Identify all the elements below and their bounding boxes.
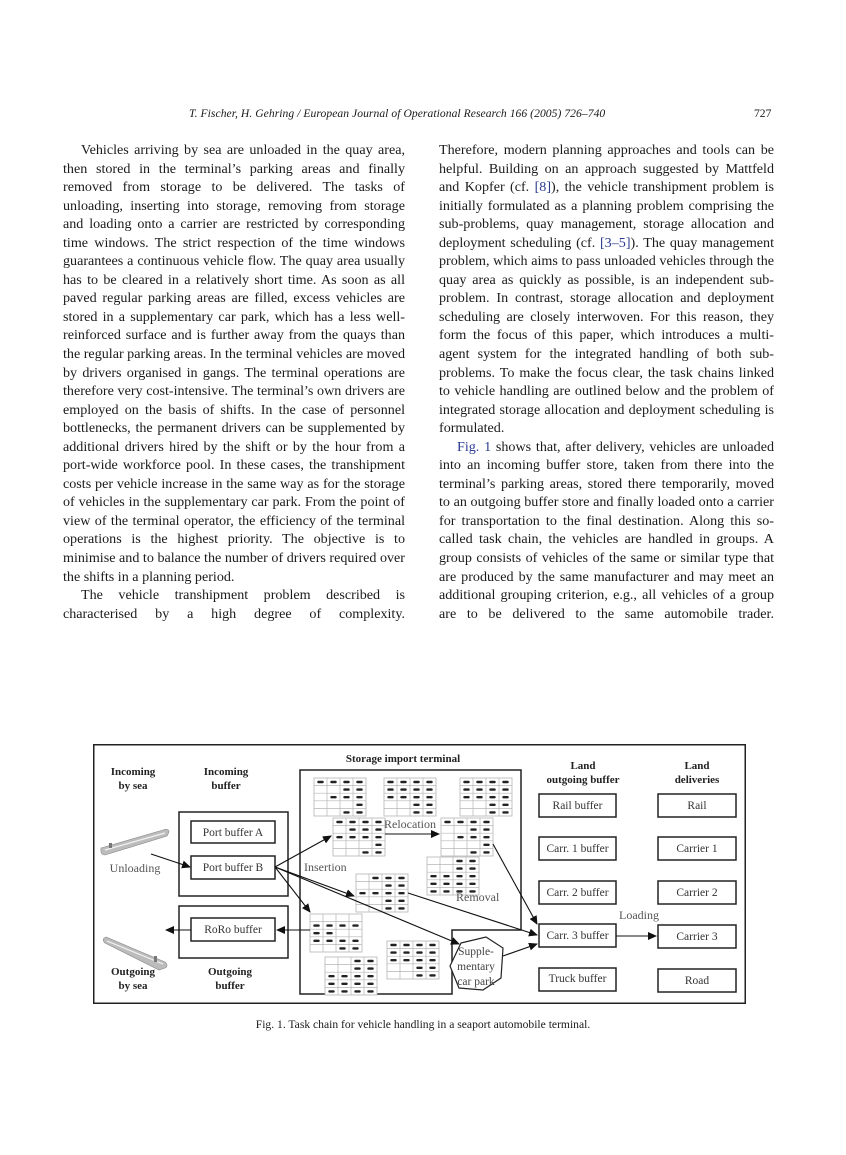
svg-text:Carrier 3: Carrier 3 [676, 931, 718, 943]
svg-text:Rail: Rail [687, 800, 707, 812]
running-head [0, 107, 846, 123]
text-run: shows that, after delivery, vehicles are unloaded into an incoming buffer store, taken from there into the terminal’s parking areas, stored there temporarily, moved to an outgoing buffer store and finally loaded onto a carrier for transportation to the final destination. Along this so-called task chain, the vehicles are handled in groups. A group consists of vehicles of the same or similar type that are produced by the same manufacturer and may meet an additional grouping criterion, e.g., all vehicles of a group are to be delivered to the same automobile trader. [439, 438, 774, 622]
svg-text:by sea: by sea [118, 780, 148, 792]
figure-caption: Fig. 1. Task chain for vehicle handling in a seaport automobile terminal. [255, 1018, 591, 1031]
paragraph [439, 438, 774, 623]
svg-text:Supple-: Supple- [458, 946, 494, 958]
svg-text:buffer: buffer [211, 780, 241, 792]
text-run: ), the vehicle transhipment problem is initially formulated as a planning problem comprising the sub-problems, quay management, storage allocation and deployment scheduling (cf. [439, 179, 775, 251]
figure-link-fig1[interactable]: Fig. 1 [457, 438, 492, 455]
svg-text:Carrier 1: Carrier 1 [676, 843, 718, 855]
svg-text:Road: Road [684, 975, 710, 987]
figure-task-chain [93, 744, 746, 1004]
svg-text:Carr. 2 buffer: Carr. 2 buffer [546, 887, 609, 899]
heading-land-outgoing-buffer: Land [570, 760, 596, 772]
svg-text:outgoing buffer: outgoing buffer [546, 774, 620, 786]
svg-text:Truck buffer: Truck buffer [548, 973, 607, 985]
svg-text:Port buffer A: Port buffer A [202, 827, 264, 839]
heading-outgoing-by-sea: Outgoing [110, 966, 156, 978]
heading-outgoing-buffer: Outgoing [207, 966, 253, 978]
label-unloading: Unloading [109, 861, 161, 875]
label-removal: Removal [456, 890, 500, 904]
paragraph: Vehicles arriving by sea are unloaded in the quay area, then stored in the terminal’s parking areas and finally removed from storage to be delivered. The tasks of unloading, inserting into storage, removing from storage and loading onto a carrier are restricted by corresponding time windows. The strict respection of the time windows guarantees a continuous vehicle flow. The quay area usually has to be cleared in a relatively short time. As soon as all paved regular parking areas are filled, excess vehicles are stored in a supplementary car park, which has a less well-reinforced surface and is further away from the quays than the regular parking areas. In the terminal vehicles are moved by drivers organised in gangs. The terminal operations are therefore very cost-intensive. The terminal’s own drivers are employed on the basis of shifts. In the case of personnel bottlenecks, the permanent drivers can be supplemented by additional drivers hired by the shift or by the hour from a port-wide workforce pool. In these cases, the transhipment costs per vehicle increase in the same way as for the storage of vehicles in the supplementary car park. From the point of view of the terminal operator, the efficiency of the terminal operations is the highest priority. The objective is to minimise and to balance the number of drivers required over the shifts in a planning period. [63, 142, 406, 585]
left-column [63, 141, 405, 623]
citation-link-8[interactable]: [8] [534, 179, 552, 196]
svg-text:mentary: mentary [457, 961, 495, 973]
svg-text:deliveries: deliveries [674, 774, 720, 786]
heading-incoming-buffer: Incoming [203, 766, 249, 778]
text-run: ). The quay management problem, which aims to pass unloaded vehicles through the quay area as quickly as possible, is an independent sub-problem. In contrast, storage allocation and deployment scheduling are closely interwoven. For this reason, they form the focus of this paper, which introduces a multi-agent system for the integrated handling of both sub-problems. To make the focus clear, the task chains linked to vehicle handling are outlined below and the problem of integrated storage allocation and deployment scheduling is formulated. [439, 234, 774, 437]
svg-text:Carr. 3 buffer: Carr. 3 buffer [546, 930, 609, 942]
page-number: 727 [754, 107, 772, 120]
text-run: Therefore, modern planning approaches and tools can be helpful. Building on an approach suggested by Mattfeld and Kopfer (cf. [439, 142, 774, 196]
label-loading: Loading [619, 908, 659, 922]
heading-land-deliveries: Land [684, 760, 710, 772]
label-insertion: Insertion [304, 860, 347, 874]
svg-text:Rail buffer: Rail buffer [552, 800, 603, 812]
svg-text:by sea: by sea [118, 980, 148, 992]
svg-text:buffer: buffer [215, 980, 245, 992]
paragraph: The vehicle transhipment problem described is characterised by a high degree of complexity. [63, 587, 405, 622]
citation-link-3-5[interactable]: [3–5] [599, 234, 631, 251]
heading-storage-import-terminal: Storage import terminal [345, 753, 461, 765]
running-head-title: T. Fischer, H. Gehring / European Journal of Operational Research 166 (2005) 726–740 [189, 107, 606, 120]
right-column [439, 141, 774, 623]
svg-text:RoRo buffer: RoRo buffer [204, 924, 262, 936]
paragraph [439, 141, 774, 438]
svg-text:car park: car park [457, 976, 495, 988]
label-relocation: Relocation [384, 817, 436, 831]
svg-text:Port buffer B: Port buffer B [202, 862, 264, 874]
svg-text:Carrier 2: Carrier 2 [676, 887, 718, 899]
svg-text:Carr. 1 buffer: Carr. 1 buffer [546, 843, 609, 855]
heading-incoming-by-sea: Incoming [110, 766, 156, 778]
